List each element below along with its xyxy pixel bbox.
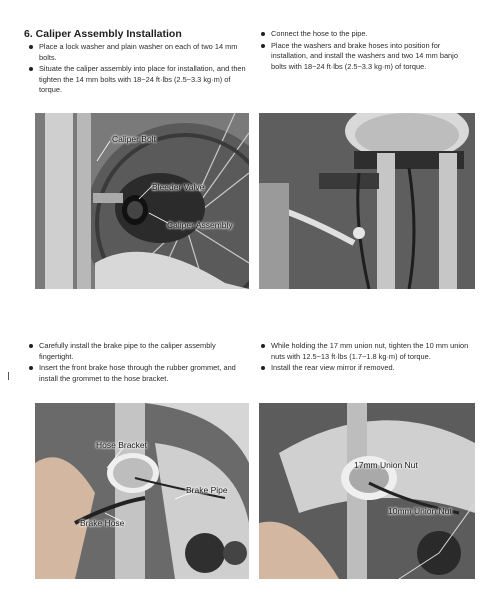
instruction-item: While holding the 17 mm union nut, tighten the 10 mm union nuts with 12.5~13 ft·lbs (1.7~1.8 kg·m) of torque. xyxy=(258,341,474,362)
bullet-icon xyxy=(29,45,33,49)
label-brake-pipe: Brake Pipe xyxy=(186,485,228,495)
bullet-icon xyxy=(261,344,265,348)
instruction-item: Situate the caliper assembly into place for installation, and then tighten the 14 mm bolts with 18~24 ft·lbs (2.5~3.3 kg·m) of torque. xyxy=(26,64,248,96)
bullet-icon xyxy=(261,32,265,36)
instruction-item: Install the rear view mirror if removed. xyxy=(258,363,474,374)
instructions-mid-right xyxy=(258,341,474,375)
bullet-icon xyxy=(29,344,33,348)
photo-brake-hose-connection xyxy=(259,113,475,289)
bullet-icon xyxy=(29,67,33,71)
photo-brake-hose-connection-image xyxy=(259,113,475,289)
instruction-item: Place a lock washer and plain washer on each of two 14 mm bolts. xyxy=(26,42,248,63)
photo-union-nuts-image xyxy=(259,403,475,579)
photo-union-nuts xyxy=(259,403,475,579)
section-heading: 6. Caliper Assembly Installation xyxy=(24,28,182,40)
label-bleeder-valve: Bleeder Valve xyxy=(152,182,205,192)
label-17mm-union-nut: 17mm Union Nut xyxy=(354,460,418,470)
label-10mm-union-nut: 10mm Union Nut xyxy=(388,506,452,516)
instruction-item: Carefully install the brake pipe to the caliper assembly fingertight. xyxy=(26,341,250,362)
instructions-top-left xyxy=(26,42,248,97)
instruction-item: Place the washers and brake hoses into position for installation, and install the washers and two 14 mm banjo bolts with 18~24 ft·lbs (2.5~3.3 kg·m) of torque. xyxy=(258,41,472,73)
bullet-icon xyxy=(261,44,265,48)
label-caliper-assembly: Caliper Assembly xyxy=(167,220,233,230)
margin-mark xyxy=(8,372,9,380)
bullet-icon xyxy=(261,366,265,370)
label-brake-hose: Brake Hose xyxy=(80,518,125,528)
label-hose-bracket: Hose Bracket xyxy=(96,440,148,450)
instruction-item: Connect the hose to the pipe. xyxy=(258,29,472,40)
instructions-mid-left xyxy=(26,341,250,385)
bullet-icon xyxy=(29,366,33,370)
instruction-item: Insert the front brake hose through the rubber grommet, and install the grommet to the hose bracket. xyxy=(26,363,250,384)
label-caliper-bolt: Caliper Bolt xyxy=(112,134,156,144)
instructions-top-right xyxy=(258,29,472,73)
